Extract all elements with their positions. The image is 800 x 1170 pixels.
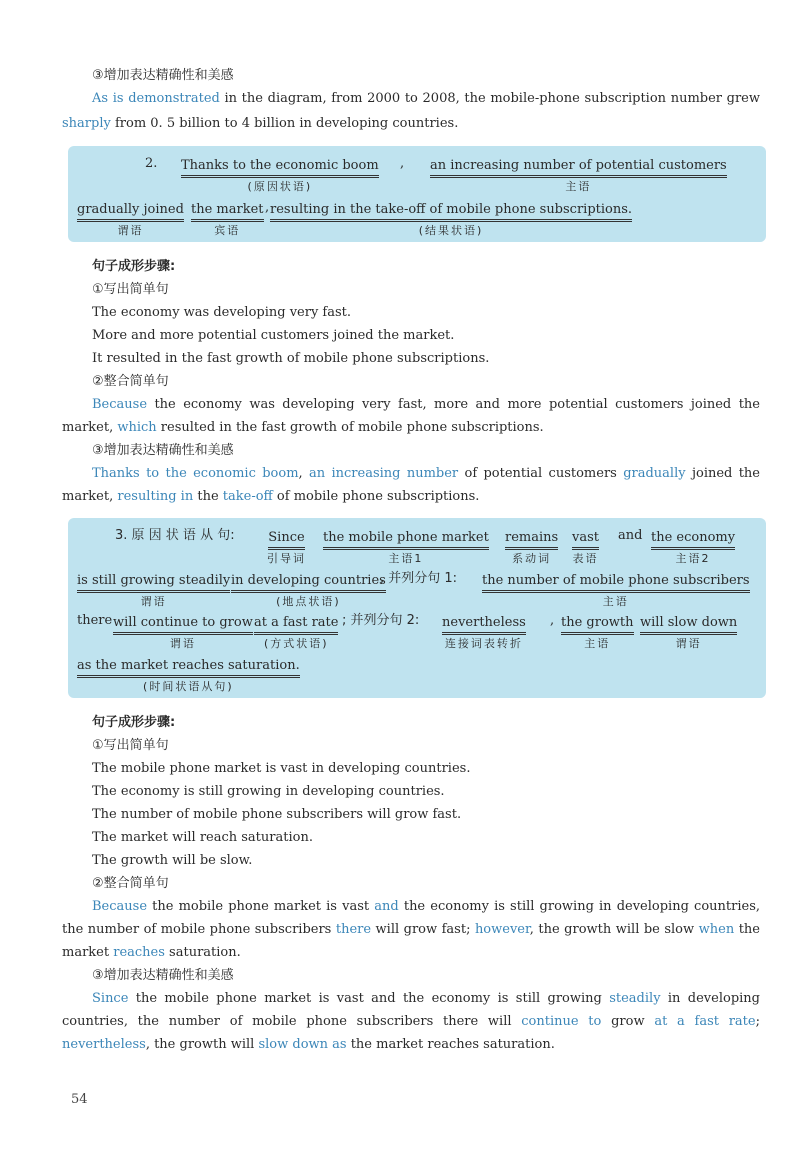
segment-text: will continue to grow (113, 615, 253, 635)
steps-title: 句子成形步骤: (92, 259, 176, 274)
step1-heading: ①写出简单句 (92, 738, 169, 753)
text: , the growth will (145, 1037, 259, 1052)
segment-label: 宾语 (214, 224, 241, 237)
segment-text: resulting in the take-off of mobile phone subscriptions. (270, 202, 632, 222)
highlight-phrase: however (474, 922, 530, 937)
segment-text: an increasing number of potential customers (430, 158, 727, 178)
comma: , (550, 613, 555, 628)
text: the mobile phone market is vast (147, 899, 375, 914)
segment-text: nevertheless (442, 615, 526, 635)
page-number: 54 (71, 1092, 88, 1107)
highlight-phrase: reaches (113, 945, 165, 960)
segment-label: 主语1 (388, 552, 424, 565)
segment-text: as the market reaches saturation. (77, 658, 300, 678)
highlight-phrase: As is demonstrated (92, 91, 220, 106)
segment-subject (561, 611, 634, 651)
paragraph-line (92, 898, 760, 916)
segment-label: (方式状语) (263, 637, 329, 650)
segment-label: 谓语 (675, 637, 702, 650)
clause-label: , 并列分句 1: (380, 571, 458, 586)
segment-label: 表语 (572, 552, 599, 565)
segment-label: (结果状语) (418, 224, 484, 237)
paragraph-line (92, 465, 760, 483)
simple-sentence: The number of mobile phone subscribers will grow fast. (92, 807, 462, 822)
text: countries, the number of mobile phone subscribers there will (62, 1014, 522, 1029)
paragraph-line (62, 1036, 555, 1054)
paragraph-line (62, 944, 241, 962)
text: resulted in the fast growth of mobile phone subscriptions. (156, 420, 544, 435)
text: market, (62, 489, 118, 504)
segment-connector (442, 611, 526, 651)
step2-heading: ②整合简单句 (92, 374, 169, 389)
text: the (193, 489, 223, 504)
segment-text: in developing countries (231, 573, 386, 593)
highlight-phrase: continue to (521, 1014, 602, 1029)
segment-predicate (77, 569, 230, 609)
segment-label: (原因状语) (247, 180, 313, 193)
steps-title: 句子成形步骤: (92, 715, 176, 730)
segment-subject (482, 569, 750, 609)
simple-sentence: The growth will be slow. (92, 853, 253, 868)
text: market (62, 945, 114, 960)
segment-place-adverbial (231, 569, 386, 609)
simple-sentence: The mobile phone market is vast in developing countries. (92, 761, 471, 776)
text: the number of mobile phone subscribers (62, 922, 336, 937)
highlight-phrase: steadily (609, 991, 661, 1006)
paragraph-line (62, 115, 458, 133)
step2-heading: ②整合简单句 (92, 876, 169, 891)
step1-heading: ①写出简单句 (92, 282, 169, 297)
segment-text: at a fast rate (254, 615, 338, 635)
segment-subject-1 (323, 526, 489, 566)
text: in developing (660, 991, 760, 1006)
segment-time-clause (77, 654, 300, 694)
paragraph-line (62, 419, 544, 437)
segment-predicate (640, 611, 737, 651)
segment-label: 连接词表转折 (444, 637, 523, 650)
highlight-phrase: an increasing number (309, 466, 459, 481)
segment-label: 主语 (602, 595, 629, 608)
clause-label: ; 并列分句 2: (342, 613, 420, 628)
text: of potential customers (458, 466, 624, 481)
item-number: 2. (145, 156, 158, 171)
segment-text: remains (505, 530, 558, 550)
segment-result (270, 198, 632, 238)
paragraph-line (62, 921, 760, 939)
text: in the diagram, from 2000 to 2008, the mobile-phone subscription number grew (219, 91, 761, 106)
text: from 0. 5 billion to 4 billion in developing countries. (110, 116, 459, 131)
segment-text: the number of mobile phone subscribers (482, 573, 750, 593)
step3-heading: ③增加表达精确性和美感 (92, 68, 234, 83)
highlight-phrase: which (117, 420, 157, 435)
simple-sentence: The economy is still growing in developing countries. (92, 784, 445, 799)
text: will grow fast; (371, 922, 475, 937)
simple-sentence: It resulted in the fast growth of mobile phone subscriptions. (92, 351, 490, 366)
segment-predicative (572, 526, 599, 566)
highlight-phrase: resulting in (117, 489, 194, 504)
paragraph-line (92, 396, 760, 414)
segment-subject (430, 154, 727, 194)
step3-heading: ③增加表达精确性和美感 (92, 443, 234, 458)
segment-text: the market (191, 202, 264, 222)
item-number: 3. 原 因 状 语 从 句: (115, 528, 235, 543)
segment-conjunction (267, 526, 306, 566)
highlight-phrase: nevertheless (62, 1037, 146, 1052)
text: grow (601, 1014, 655, 1029)
highlight-phrase: when (698, 922, 735, 937)
segment-label: 引导词 (267, 552, 306, 565)
text: of mobile phone subscriptions. (272, 489, 480, 504)
simple-sentence: The market will reach saturation. (92, 830, 313, 845)
simple-sentence: More and more potential customers joined the market. (92, 328, 455, 343)
segment-text: the mobile phone market (323, 530, 489, 550)
segment-text: will slow down (640, 615, 737, 635)
text: the economy was developing very fast, more and more potential customers joined the (147, 397, 760, 412)
segment-text: Thanks to the economic boom (181, 158, 379, 178)
segment-label: 主语2 (675, 552, 711, 565)
text: market, (62, 420, 118, 435)
segment-text: the economy (651, 530, 735, 550)
segment-text: vast (572, 530, 599, 550)
segment-label: (地点状语) (276, 595, 341, 608)
text: , (298, 466, 310, 481)
highlight-phrase: and (374, 899, 399, 914)
sentence-analysis-box-3 (68, 518, 766, 698)
paragraph-line (92, 90, 760, 108)
segment-label: 主语 (584, 637, 611, 650)
highlight-phrase: Because (92, 397, 148, 412)
segment-predicate (113, 611, 253, 651)
segment-text: is still growing steadily (77, 573, 230, 593)
segment-predicate (77, 198, 184, 238)
highlight-phrase: Because (92, 899, 148, 914)
segment-label: (时间状语从句) (143, 680, 234, 693)
segment-label: 谓语 (117, 224, 144, 237)
segment-text: gradually joined (77, 202, 184, 222)
segment-link-verb (505, 526, 558, 566)
text: the mobile phone market is vast and the economy is still growing (128, 991, 610, 1006)
segment-label: 系动词 (512, 552, 552, 565)
simple-sentence: The economy was developing very fast. (92, 305, 352, 320)
segment-text: the growth (561, 615, 634, 635)
paragraph-line (92, 990, 760, 1008)
highlight-phrase: slow down as (258, 1037, 347, 1052)
segment-label: 谓语 (140, 595, 167, 608)
word-there: there (77, 613, 113, 628)
text: the economy is still growing in developing countries, (398, 899, 760, 914)
sentence-analysis-box-2 (68, 146, 766, 242)
text: the (734, 922, 760, 937)
segment-subject-2 (651, 526, 735, 566)
segment-text: Since (268, 530, 304, 550)
comma: , (265, 200, 270, 215)
comma: , (400, 156, 405, 171)
text: ; (755, 1014, 760, 1029)
highlight-phrase: at a fast rate (654, 1014, 756, 1029)
highlight-phrase: take-off (222, 489, 273, 504)
segment-manner-adverbial (254, 611, 338, 651)
highlight-phrase: there (335, 922, 372, 937)
conjunction-and: and (618, 528, 643, 543)
text: the market reaches saturation. (346, 1037, 555, 1052)
highlight-phrase: sharply (62, 116, 111, 131)
segment-reason (181, 154, 379, 194)
paragraph-line (62, 488, 479, 506)
text: saturation. (164, 945, 241, 960)
highlight-phrase: Thanks to the economic boom (92, 466, 299, 481)
segment-label: 谓语 (169, 637, 196, 650)
highlight-phrase: Since (92, 991, 129, 1006)
segment-label: 主语 (565, 180, 592, 193)
segment-object (191, 198, 264, 238)
paragraph-line (62, 1013, 760, 1031)
step3-heading: ③增加表达精确性和美感 (92, 968, 234, 983)
text: joined the (685, 466, 761, 481)
highlight-phrase: gradually (623, 466, 686, 481)
text: , the growth will be slow (529, 922, 699, 937)
